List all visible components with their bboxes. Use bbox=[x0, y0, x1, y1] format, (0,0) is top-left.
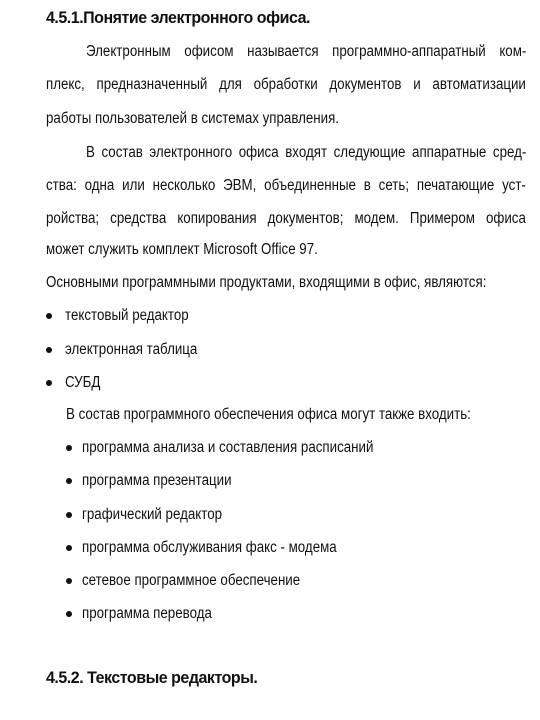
paragraph-2-line-4: может служить комплект Microsoft Office 97. bbox=[46, 241, 318, 258]
paragraph-1-line-3: работы пользователей в системах управления. bbox=[46, 110, 340, 127]
paragraph-2-line-3: ройства; средства копирования документов; модем. Примером офиса bbox=[46, 210, 526, 227]
paragraph-2-line-1: В состав электронного офиса входят следующие аппаратные сред- bbox=[86, 144, 527, 161]
list-item-label: сетевое программное обеспечение bbox=[82, 572, 301, 589]
paragraph-1-line-1: Электронным офисом называется программно-аппаратный ком- bbox=[86, 43, 527, 60]
bullet-icon bbox=[66, 478, 72, 484]
bullet-icon bbox=[46, 313, 52, 319]
list-item-label: программа анализа и составления расписаний bbox=[82, 439, 374, 456]
list-item-label: программа перевода bbox=[82, 605, 212, 622]
list-item-label: электронная таблица bbox=[65, 341, 198, 358]
bullet-icon bbox=[66, 545, 72, 551]
bullet-icon bbox=[66, 578, 72, 584]
paragraph-2-line-2: ства: одна или несколько ЭВМ, объединенные в сеть; печатающие уст- bbox=[46, 177, 526, 194]
list-item-label: текстовый редактор bbox=[65, 307, 189, 324]
software-intro-text: Основными программными продуктами, входящими в офис, являются: bbox=[46, 274, 487, 291]
extra-intro-text: В состав программного обеспечения офиса могут также входить: bbox=[66, 406, 471, 423]
section-heading-4-5-2: 4.5.2. Текстовые редакторы. bbox=[46, 668, 258, 687]
list-item-label: СУБД bbox=[65, 374, 101, 391]
bullet-icon bbox=[66, 445, 72, 451]
list-item-label: графический редактор bbox=[82, 506, 223, 523]
bullet-icon bbox=[46, 380, 52, 386]
paragraph-1-line-2: плекс, предназначенный для обработки документов и автоматизации bbox=[46, 76, 526, 93]
bullet-icon bbox=[66, 512, 72, 518]
bullet-icon bbox=[66, 611, 72, 617]
bullet-icon bbox=[46, 347, 52, 353]
list-item-label: программа обслуживания факс - модема bbox=[82, 539, 337, 556]
list-item-label: программа презентации bbox=[82, 472, 232, 489]
section-heading-4-5-1: 4.5.1.Понятие электронного офиса. bbox=[46, 8, 310, 27]
